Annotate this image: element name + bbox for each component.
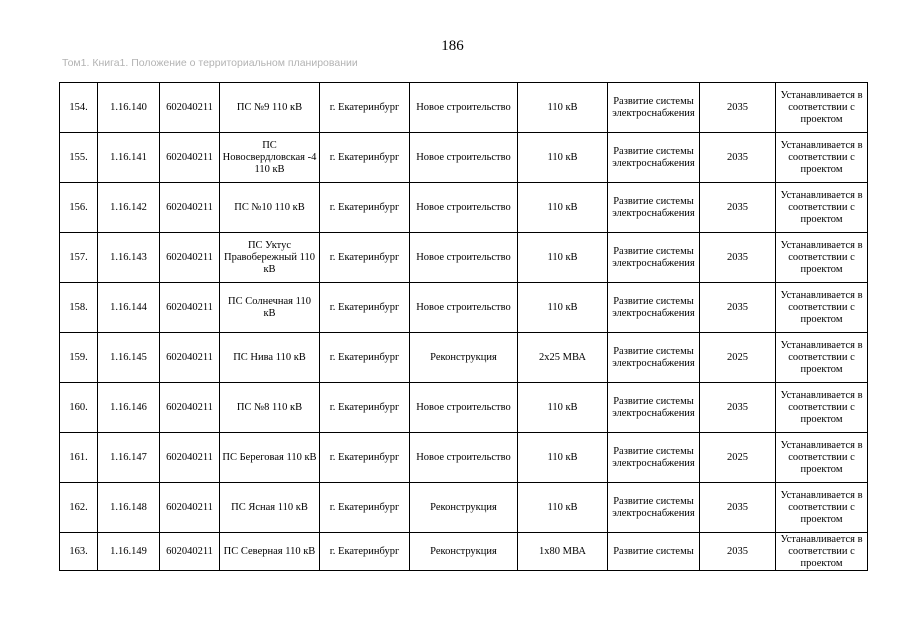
location-cell [320,283,410,333]
deadline-year-cell [700,383,776,433]
row-number-cell [60,433,98,483]
construction-status-cell [410,333,518,383]
okato-code-cell [160,133,220,183]
object-code-cell-text: 1.16.143 [110,251,147,263]
purpose-cell-text: Развитие системы электроснабжения [612,495,695,519]
object-code-cell [98,133,160,183]
object-code-cell [98,183,160,233]
construction-status-cell [410,383,518,433]
deadline-year-cell-text: 2035 [727,151,748,163]
deadline-year-cell-text: 2035 [727,401,748,413]
capacity-cell [518,83,608,133]
construction-status-cell [410,133,518,183]
object-name-cell [220,533,320,571]
construction-status-cell-text: Новое строительство [416,251,511,263]
object-code-cell [98,433,160,483]
object-code-cell-text: 1.16.147 [110,451,147,463]
row-number-cell [60,333,98,383]
capacity-cell-text: 2x25 МВА [539,351,586,363]
okato-code-cell [160,533,220,571]
construction-status-cell [410,283,518,333]
capacity-cell-text: 110 кВ [547,301,578,313]
zone-cell [776,383,868,433]
row-number-cell-text: 155. [69,151,88,163]
purpose-cell [608,83,700,133]
okato-code-cell-text: 602040211 [166,101,213,113]
deadline-year-cell-text: 2035 [727,101,748,113]
zone-cell-text: Устанавливается в соответствии с проектом [780,289,863,325]
table-row [60,283,868,333]
okato-code-cell-text: 602040211 [166,451,213,463]
okato-code-cell [160,383,220,433]
construction-status-cell-text: Новое строительство [416,101,511,113]
purpose-cell [608,233,700,283]
object-code-cell-text: 1.16.146 [110,401,147,413]
purpose-cell [608,533,700,571]
row-number-cell-text: 163. [69,545,88,557]
purpose-cell-text: Развитие системы [613,545,694,557]
table-row [60,433,868,483]
row-number-cell-text: 162. [69,501,88,513]
okato-code-cell-text: 602040211 [166,301,213,313]
zone-cell [776,433,868,483]
location-cell [320,233,410,283]
okato-code-cell [160,83,220,133]
row-number-cell [60,483,98,533]
purpose-cell [608,333,700,383]
construction-status-cell-text: Новое строительство [416,151,511,163]
capacity-cell [518,233,608,283]
capacity-cell [518,433,608,483]
object-code-cell-text: 1.16.145 [110,351,147,363]
object-name-cell-text: ПС №9 110 кВ [236,101,303,113]
okato-code-cell [160,333,220,383]
deadline-year-cell-text: 2035 [727,501,748,513]
object-code-cell-text: 1.16.141 [110,151,147,163]
location-cell [320,533,410,571]
purpose-cell [608,283,700,333]
row-number-cell-text: 158. [69,301,88,313]
construction-status-cell [410,533,518,571]
deadline-year-cell-text: 2035 [727,545,748,557]
construction-status-cell-text: Новое строительство [416,201,511,213]
object-name-cell-text: ПС №10 110 кВ [234,201,305,213]
zone-cell [776,333,868,383]
okato-code-cell [160,283,220,333]
location-cell [320,133,410,183]
deadline-year-cell [700,433,776,483]
location-cell-text: г. Екатеринбург [329,201,400,213]
capacity-cell-text: 110 кВ [547,151,578,163]
location-cell-text: г. Екатеринбург [329,251,400,263]
purpose-cell-text: Развитие системы электроснабжения [612,445,695,469]
row-number-cell [60,383,98,433]
row-number-cell-text: 157. [69,251,88,263]
object-code-cell-text: 1.16.142 [110,201,147,213]
table-row [60,133,868,183]
row-number-cell-text: 156. [69,201,88,213]
object-name-cell-text: ПС Уктус Правобережный 110 кВ [224,239,315,275]
construction-status-cell-text: Новое строительство [416,401,511,413]
location-cell-text: г. Екатеринбург [329,545,400,557]
okato-code-cell [160,233,220,283]
construction-status-cell-text: Реконструкция [430,351,497,363]
object-name-cell [220,433,320,483]
zone-cell-text: Устанавливается в соответствии с проектом [780,339,863,375]
zone-cell [776,133,868,183]
row-number-cell-text: 161. [69,451,88,463]
row-number-cell-text: 154. [69,101,88,113]
purpose-cell [608,383,700,433]
object-name-cell-text: ПС Северная 110 кВ [223,545,316,557]
deadline-year-cell [700,183,776,233]
deadline-year-cell-text: 2035 [727,201,748,213]
construction-status-cell-text: Реконструкция [430,501,497,513]
purpose-cell-text: Развитие системы электроснабжения [612,95,695,119]
object-name-cell [220,183,320,233]
purpose-cell-text: Развитие системы электроснабжения [612,145,695,169]
object-code-cell [98,483,160,533]
object-code-cell [98,283,160,333]
object-code-cell-text: 1.16.144 [110,301,147,313]
zone-cell-text: Устанавливается в соответствии с проектом [780,239,863,275]
zone-cell-text: Устанавливается в соответствии с проектом [780,139,863,175]
capacity-cell [518,133,608,183]
capacity-cell-text: 1x80 МВА [539,545,586,557]
zone-cell-text: Устанавливается в соответствии с проектом [780,389,863,425]
construction-status-cell [410,433,518,483]
object-name-cell-text: ПС Нива 110 кВ [233,351,306,363]
location-cell [320,83,410,133]
row-number-cell [60,533,98,571]
location-cell-text: г. Екатеринбург [329,101,400,113]
table-row [60,483,868,533]
construction-status-cell [410,233,518,283]
row-number-cell-text: 159. [69,351,88,363]
construction-status-cell [410,183,518,233]
page-number: 186 [441,38,464,54]
deadline-year-cell [700,283,776,333]
capacity-cell-text: 110 кВ [547,451,578,463]
okato-code-cell-text: 602040211 [166,545,213,557]
purpose-cell [608,183,700,233]
object-name-cell [220,83,320,133]
zone-cell [776,483,868,533]
deadline-year-cell-text: 2035 [727,301,748,313]
zone-cell-text: Устанавливается в соответствии с проектом [780,533,863,569]
table-row [60,83,868,133]
table-row [60,233,868,283]
object-name-cell-text: ПС Береговая 110 кВ [222,451,317,463]
capacity-cell-text: 110 кВ [547,501,578,513]
location-cell [320,183,410,233]
zone-cell [776,83,868,133]
purpose-cell-text: Развитие системы электроснабжения [612,245,695,269]
okato-code-cell-text: 602040211 [166,401,213,413]
row-number-cell [60,283,98,333]
okato-code-cell-text: 602040211 [166,251,213,263]
object-name-cell-text: ПС Новосвердловская -4 110 кВ [222,139,317,175]
construction-status-cell-text: Новое строительство [416,301,511,313]
zone-cell [776,283,868,333]
object-name-cell [220,333,320,383]
table-row [60,383,868,433]
okato-code-cell [160,183,220,233]
purpose-cell [608,483,700,533]
location-cell-text: г. Екатеринбург [329,151,400,163]
okato-code-cell [160,433,220,483]
object-code-cell [98,533,160,571]
deadline-year-cell [700,483,776,533]
okato-code-cell [160,483,220,533]
okato-code-cell-text: 602040211 [166,501,213,513]
location-cell [320,383,410,433]
zone-cell-text: Устанавливается в соответствии с проектом [780,89,863,125]
capacity-cell-text: 110 кВ [547,201,578,213]
location-cell [320,483,410,533]
deadline-year-cell-text: 2025 [727,451,748,463]
zone-cell-text: Устанавливается в соответствии с проектом [780,489,863,525]
running-head: Том1. Книга1. Положение о территориальном планировании [62,57,358,69]
object-code-cell [98,83,160,133]
table-row [60,333,868,383]
deadline-year-cell [700,133,776,183]
zone-cell [776,233,868,283]
okato-code-cell-text: 602040211 [166,351,213,363]
row-number-cell [60,183,98,233]
table-row [60,533,868,571]
location-cell-text: г. Екатеринбург [329,401,400,413]
purpose-cell-text: Развитие системы электроснабжения [612,345,695,369]
capacity-cell-text: 110 кВ [547,101,578,113]
object-code-cell [98,233,160,283]
okato-code-cell-text: 602040211 [166,151,213,163]
row-number-cell [60,233,98,283]
construction-status-cell-text: Новое строительство [416,451,511,463]
capacity-cell-text: 110 кВ [547,401,578,413]
object-code-cell-text: 1.16.148 [110,501,147,513]
deadline-year-cell-text: 2035 [727,251,748,263]
object-name-cell-text: ПС №8 110 кВ [236,401,303,413]
object-name-cell [220,383,320,433]
capacity-cell-text: 110 кВ [547,251,578,263]
construction-status-cell-text: Реконструкция [430,545,497,557]
location-cell-text: г. Екатеринбург [329,351,400,363]
location-cell [320,433,410,483]
deadline-year-cell [700,83,776,133]
object-name-cell-text: ПС Солнечная 110 кВ [228,295,311,319]
location-cell [320,333,410,383]
row-number-cell [60,133,98,183]
zone-cell [776,533,868,571]
object-name-cell [220,283,320,333]
zone-cell-text: Устанавливается в соответствии с проектом [780,439,863,475]
capacity-cell [518,183,608,233]
row-number-cell [60,83,98,133]
deadline-year-cell [700,333,776,383]
object-code-cell [98,383,160,433]
location-cell-text: г. Екатеринбург [329,501,400,513]
object-code-cell-text: 1.16.140 [110,101,147,113]
capacity-cell [518,533,608,571]
planning-table [59,82,868,571]
location-cell-text: г. Екатеринбург [329,451,400,463]
object-code-cell-text: 1.16.149 [110,545,147,557]
purpose-cell [608,433,700,483]
purpose-cell [608,133,700,183]
purpose-cell-text: Развитие системы электроснабжения [612,395,695,419]
purpose-cell-text: Развитие системы электроснабжения [612,295,695,319]
deadline-year-cell [700,533,776,571]
capacity-cell [518,383,608,433]
capacity-cell [518,483,608,533]
capacity-cell [518,283,608,333]
object-name-cell [220,133,320,183]
purpose-cell-text: Развитие системы электроснабжения [612,195,695,219]
okato-code-cell-text: 602040211 [166,201,213,213]
object-name-cell [220,483,320,533]
construction-status-cell [410,83,518,133]
construction-status-cell [410,483,518,533]
table-row [60,183,868,233]
deadline-year-cell [700,233,776,283]
object-name-cell [220,233,320,283]
deadline-year-cell-text: 2025 [727,351,748,363]
capacity-cell [518,333,608,383]
zone-cell-text: Устанавливается в соответствии с проектом [780,189,863,225]
object-code-cell [98,333,160,383]
row-number-cell-text: 160. [69,401,88,413]
zone-cell [776,183,868,233]
object-name-cell-text: ПС Ясная 110 кВ [231,501,308,513]
location-cell-text: г. Екатеринбург [329,301,400,313]
